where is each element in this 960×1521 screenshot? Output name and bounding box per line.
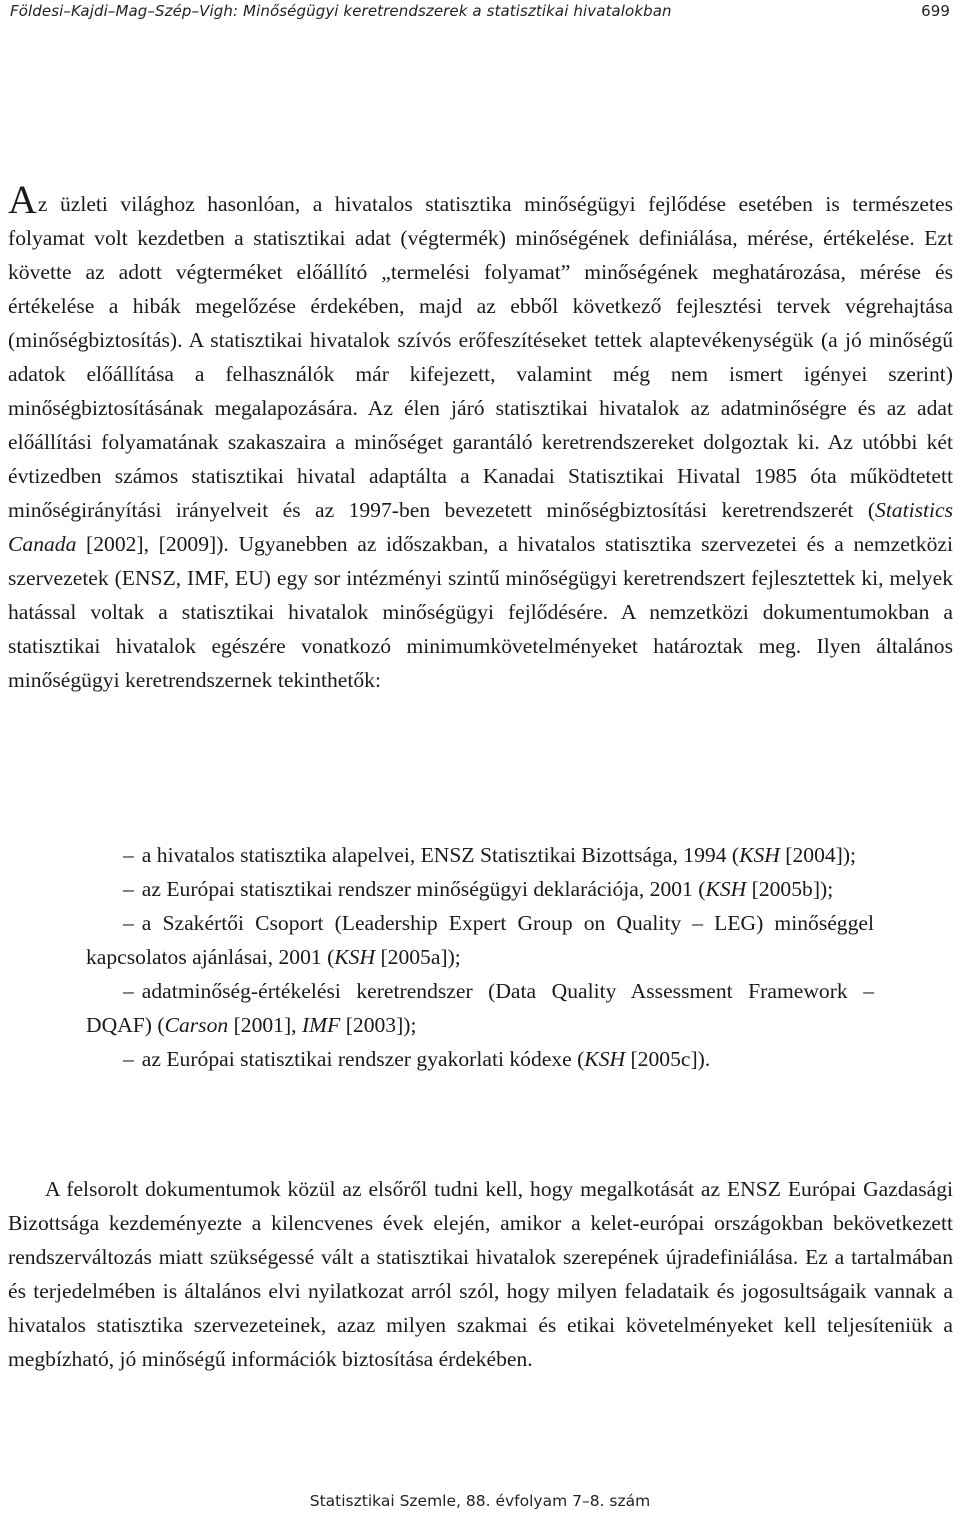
list-item-text-end: [2003]); — [340, 1013, 417, 1037]
list-item-citation: Carson — [164, 1013, 229, 1037]
citation-statistics-canada: Statistics Canada — [8, 498, 953, 556]
list-item-text: az Európai statisztikai rendszer gyakorlati kódexe ( — [141, 1047, 585, 1071]
list-item — [86, 838, 874, 872]
list-item-text-end: [2004]); — [779, 843, 857, 867]
list-item — [86, 872, 874, 906]
paragraph-2 — [8, 1172, 953, 1376]
running-title: Földesi–Kajdi–Mag–Szép–Vigh: Minőségügyi keretrendszerek a statisztikai hivatalokban — [10, 2, 672, 20]
list-item-text-end: [2005c]). — [625, 1047, 711, 1071]
list-item — [86, 1042, 874, 1076]
dash-bullet: – — [123, 1047, 134, 1071]
paragraph-1-segment-1: z üzleti világhoz hasonlóan, a hivatalos statisztika minőségügyi fejlődése esetében is természetes folyamat volt kezdetben a statisztikai adat (végtermék) minőségének definiálása, mérése, értékelése. Ezt követte az adott végterméket előállító „termelési folyamat” minőségének meghatározása, mérése és értékelése a hibák megelőzése érdekében, majd az ebből következő fejlesztési tervek végrehajtása (minőségbiztosítás). A statisztikai hivatalok szívós erőfeszítéseket tettek alaptevékenységük (a jó minőségű adatok előállítása a felhasználók már kifejezett, valamint még nem ismert igényei szerint) minőségbiztosításának megalapozására. Az élen járó statisztikai hivatalok az adatminőségre és az adat előállítási folyamatának szakaszaira a minőséget garantáló keretrendszereket dolgoztak ki. Az utóbbi két évtizedben számos statisztikai hivatal adaptálta a Kanadai Statisztikai Hivatal 1985 óta működtetett minőségirányítási irányelveit és az 1997-ben bevezetett minőségbiztosítási keretrendszerét ( — [8, 192, 953, 522]
paragraph-1-segment-2: [2002], [2009]). Ugyanebben az időszakban, a hivatalos statisztika szervezetei és a nemzetközi szervezetek (ENSZ, IMF, EU) egy sor intézményi szintű minőségügyi keretrendszert fejlesztettek ki, melyek hatással voltak a statisztikai hivatalok minőségügyi fejlődésére. A nemzetközi dokumentumokban a statisztikai hivatalok egészére vonatkozó minimumkövetelményeket határoztak meg. Ilyen általános minőségügyi keretrendszernek tekinthetők: — [8, 532, 953, 692]
dash-bullet: – — [123, 979, 134, 1003]
list-item-text-mid: [2001], — [228, 1013, 302, 1037]
list-item — [86, 906, 874, 974]
list-item-text-end: [2005b]); — [746, 877, 834, 901]
drop-cap: A — [8, 177, 37, 222]
paragraph-1-text — [8, 177, 953, 697]
list-item-citation: KSH — [584, 1047, 626, 1071]
list-item-text: a hivatalos statisztika alapelvei, ENSZ Statisztikai Bizottsága, 1994 ( — [141, 843, 740, 867]
page-number: 699 — [921, 2, 950, 20]
list-item-text-end: [2005a]); — [375, 945, 461, 969]
dash-bullet: – — [123, 877, 134, 901]
list-item-text: az Európai statisztikai rendszer minőségügyi deklarációja, 2001 ( — [141, 877, 706, 901]
paragraph-2-text: A felsorolt dokumentumok közül az elsőről tudni kell, hogy megalkotását az ENSZ Európai Gazdasági Bizottsága kezdeményezte a kilencvenes évek elején, amikor a kelet-európai országokban bekövetkezett rendszerváltozás miatt szükségessé vált a statisztikai hivatalok szerepének újradefiniálása. Ez a tartalmában és terjedelmében is általános elvi nyilatkozat arról szól, hogy milyen feladataik és jogosultságaik vannak a hivatalos statisztika szervezeteinek, azaz milyen szakmai és etikai követelményeket kell teljesíteniük a megbízható, jó minőségű információk biztosítása érdekében. — [8, 1177, 953, 1371]
list-item-citation: KSH — [739, 843, 780, 867]
list-item-text: a Szakértői Csoport (Leadership Expert Group on Quality – LEG) minőséggel kapcsolatos ajánlásai, 2001 ( — [86, 911, 874, 969]
list-item-citation-2: IMF — [301, 1013, 341, 1037]
dash-bullet: – — [123, 911, 134, 935]
paragraph-1 — [8, 177, 953, 697]
list-item-citation: KSH — [705, 877, 747, 901]
running-header — [10, 0, 950, 22]
journal-footer: Statisztikai Szemle, 88. évfolyam 7–8. szám — [309, 1492, 651, 1510]
list-item-text: adatminőség-értékelési keretrendszer (Data Quality Assessment Framework – DQAF) ( — [86, 979, 874, 1037]
list-item — [86, 974, 874, 1042]
dash-bullet: – — [123, 843, 134, 867]
list-item-citation: KSH — [334, 945, 376, 969]
framework-list — [86, 838, 874, 1076]
